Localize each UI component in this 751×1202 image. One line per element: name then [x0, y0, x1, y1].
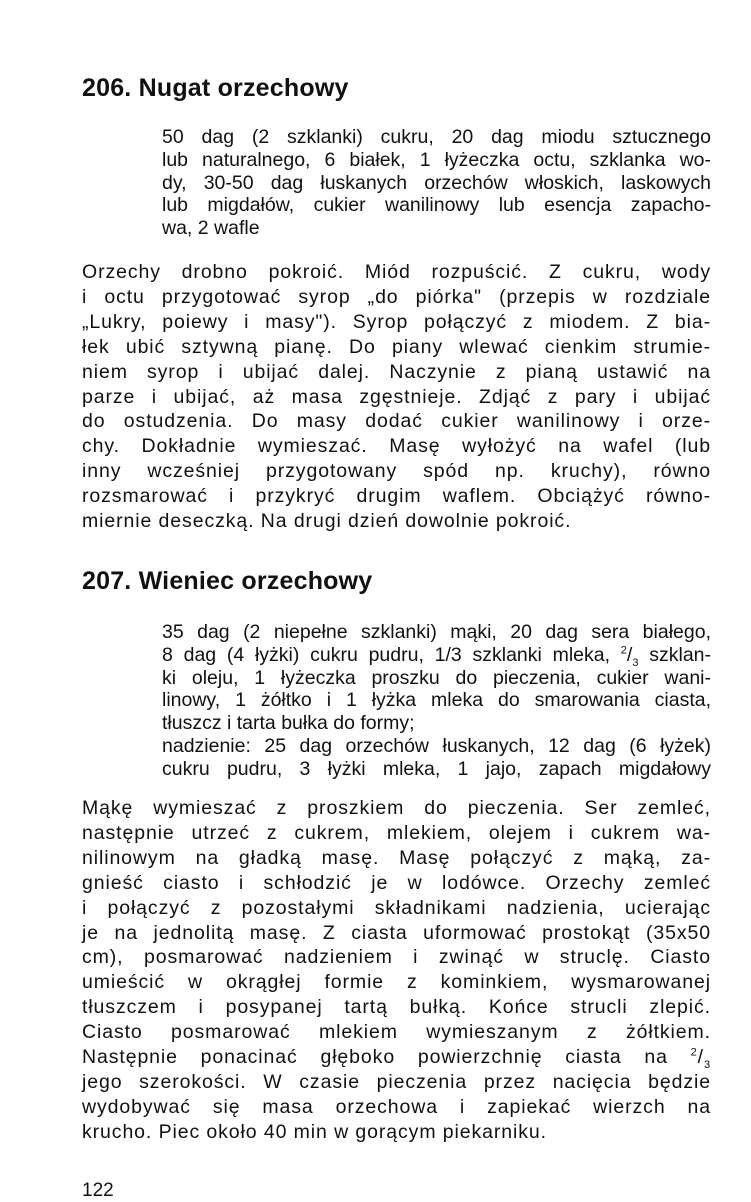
fraction-denominator: 3	[703, 1058, 711, 1071]
ingredient-line: linowy, 1 żółtko i 1 łyżka mleka do smarowania ciasta,	[162, 689, 711, 712]
method-line: i octu przygotować syrop „do piórka" (przepis w rozdziale	[82, 285, 711, 308]
ingredient-line: 8 dag (4 łyżki) cukru pudru, 1/3 szklanki mleka, $^2/_3$ szklan-	[162, 643, 712, 669]
method-line: wydobywać się masa orzechowa i zapiekać wierzch na	[82, 1095, 711, 1118]
method-line: parze i ubijać, aż masa zgęstnieje. Zdjąć z pary i ubijać	[82, 385, 711, 408]
recipe-206-ingredients	[162, 126, 711, 240]
method-line: rozsmarować i przykryć drugim waflem. Obciążyć równo-	[82, 485, 711, 508]
recipe-207-method	[82, 796, 711, 1145]
method-line: do ostudzenia. Do masy dodać cukier wanilinowy i orze-	[82, 410, 711, 433]
ingredient-line: 35 dag (2 niepełne szklanki) mąki, 20 dag sera białego,	[162, 621, 711, 643]
ingredient-text: 8 dag (4 łyżki) cukru pudru, 1/3 szklanki mleka,	[162, 643, 611, 666]
method-line: „Lukry, poiewy i masy"). Syrop połączyć z miodem. Z bia-	[82, 310, 711, 333]
method-line: inny wcześniej przygotowany spód np. kruchy), równo	[82, 460, 711, 483]
ingredient-line: 50 dag (2 szklanki) cukru, 20 dag miodu sztucznego	[162, 126, 711, 148]
ingredient-line: nadzienie: 25 dag orzechów łuskanych, 12 dag (6 łyżek)	[162, 734, 711, 757]
method-line: Ciasto posmarować mlekiem wymieszanym z żółtkiem.	[82, 1021, 711, 1044]
ingredient-line: lub migdałów, cukier wanilinowy lub esencja zapacho-	[162, 194, 711, 217]
method-line: krucho. Piec około 40 min w gorącym piekarniku.	[82, 1120, 547, 1143]
method-line: cm), posmarować nadzieniem i zwinąć w struclę. Ciasto	[82, 946, 711, 969]
method-line: chy. Dokładnie wymieszać. Masę wyłożyć na wafel (lub	[82, 435, 711, 458]
method-line: Mąkę wymieszać z proszkiem do pieczenia. Ser zemleć,	[82, 797, 711, 819]
ingredient-line: tłuszcz i tarta bułka do formy;	[162, 712, 415, 735]
ingredient-line: dy, 30-50 dag łuskanych orzechów włoskich, laskowych	[162, 171, 711, 194]
method-text: Następnie ponacinać głęboko powierzchnię ciasta na	[82, 1046, 668, 1069]
method-line: je na jednolitą masę. Z ciasta uformować prostokąt (35x50	[82, 921, 711, 944]
method-line: łek ubić sztywną pianę. Do piany wlewać cienkim strumie-	[82, 335, 711, 358]
ingredient-line: ki oleju, 1 łyżeczka proszku do pieczenia, cukier wani-	[162, 666, 711, 689]
method-line: Orzechy drobno pokroić. Miód rozpuścić. Z cukru, wody	[82, 261, 711, 283]
method-line: niem syrop i ubijać dalej. Naczynie z pianą ustawić na	[82, 360, 711, 383]
method-line: gnieść ciasto i schłodzić je w lodówce. Orzechy zemleć	[82, 871, 711, 894]
method-line: Następnie ponacinać głęboko powierzchnię ciasta na $^2/_3$	[82, 1046, 711, 1071]
page-number: 122	[82, 1180, 114, 1201]
ingredient-text: szklan-	[649, 643, 712, 666]
method-line: jego szerokości. W czasie pieczenia przez nacięcia będzie	[82, 1070, 711, 1093]
recipe-206-title: 206. Nugat orzechowy	[82, 74, 349, 102]
method-line: umieścić w okrągłej formie z kominkiem, wysmarowanej	[82, 971, 711, 994]
ingredient-line: lub naturalnego, 6 białek, 1 łyżeczka octu, szklanka wo-	[162, 148, 711, 171]
method-line: tłuszczem i posypanej tartą bułką. Końce strucli zlepić.	[82, 996, 711, 1019]
ingredient-line: wa, 2 wafle	[162, 217, 260, 240]
ingredient-line: cukru pudru, 3 łyżki mleka, 1 jajo, zapach migdałowy	[162, 757, 711, 780]
recipe-207-title: 207. Wieniec orzechowy	[82, 567, 373, 595]
method-line: miernie deseczką. Na drugi dzień dowolnie pokroić.	[82, 510, 572, 533]
method-line: następnie utrzeć z cukrem, mlekiem, olejem i cukrem wa-	[82, 821, 711, 844]
recipe-206-method	[82, 260, 711, 534]
fraction-numerator: 2	[690, 1046, 698, 1059]
fraction-numerator: 2	[620, 644, 627, 657]
fraction-denominator: 3	[632, 656, 639, 669]
method-line: i połączyć z pozostałymi składnikami nadzienia, ucierając	[82, 896, 711, 919]
recipe-207-ingredients	[162, 621, 711, 781]
method-line: nilinowym na gładką masę. Masę połączyć z mąką, za-	[82, 846, 711, 869]
